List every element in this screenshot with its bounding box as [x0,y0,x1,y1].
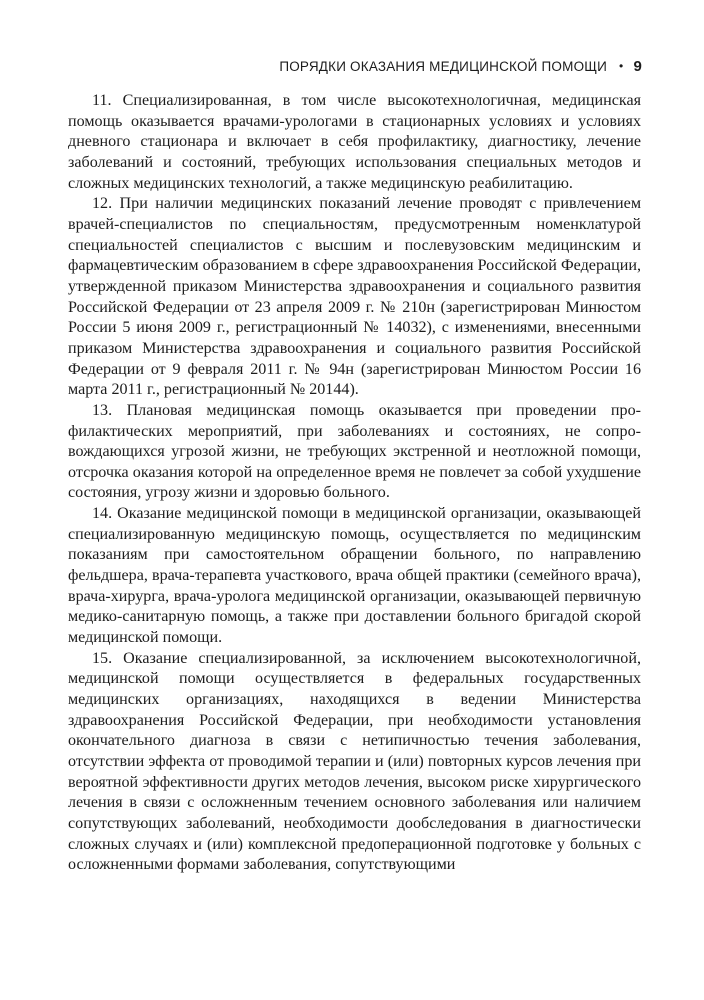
running-title: ПОРЯДКИ ОКАЗАНИЯ МЕДИЦИНСКОЙ ПОМОЩИ [279,59,608,74]
paragraph-13: 13. Плановая медицинская помощь оказывается при проведении профилактических мероприятий, при заболеваниях и состояниях, не сопровождающихся угрозой жизни, не требующих экстренной и неотложной помощи, отсрочка оказания которой на определенное время не повлечет за собой ухудшение состояния, угрозу жизни и здоровью больного. [68,401,641,502]
paragraph-14: 14. Оказание медицинской помощи в медицинской организации, оказывающей специализированную медицинскую помощь, осуществляется по медицинским показаниям при самостоятельном обращении больного, по направлению фельдшера, врача-терапевта участкового, врача общей практики (семейного врача), врача-хирурга, врача-уролога медицинской организации, оказывающей первичную медико-санитарную помощь, а также при доставлении больного бригадой скорой медицинской помощи. [68,505,641,647]
header-separator: • [619,59,624,73]
paragraph-12: 12. При наличии медицинских показаний лечение проводят с привлечением врачей-специалистов по специальностям, предусмотренным номенклатурой специальностей специалистов с высшим и послевузовским медицинским и фармацевтическим образованием в сфере здравоохранения Российской Федерации, утвержденной приказом Министерства здравоохранения и социального развития Российской Федерации от 23 апреля 2009 г. № 210н (зарегистрирован Минюстом России 5 июня 2009 г., регистрационный № 14032), с изменениями, внесенными приказом Министерства здравоохранения и социального развития Российской Федерации от 9 февраля 2011 г. № 94н (зарегистрирован Минюстом России 16 марта 2011 г., регистрационный № 20144). [68,195,641,399]
paragraph-11: 11. Специализированная, в том числе высокотехнологичная, медицинская помощь оказывается врачами-урологами в стационарных условиях и условиях дневного стационара и включает в себя профилактику, диагностику, лечение заболеваний и состояний, требующих использования специальных методов и сложных медицинских технологий, а также медицинскую реабилитацию. [68,92,641,192]
running-header [279,58,642,75]
document-body [68,91,641,876]
paragraph-15: 15. Оказание специализированной, за исключением высокотехнологичной, медицинской помощи осуществляется в федеральных государственных медицинских организациях, находящихся в ведении Министерства здравоохранения Российской Федерации, при необходимости установления окончательного диагноза в связи с нетипичностью течения заболевания, отсутствии эффекта от проводимой терапии и (или) повторных курсов лечения при вероятной эффективности других методов лечения, высоком риске хирургического лечения в связи с осложненным течением основного заболевания или наличием сопутствующих заболеваний, необходимости дообследования в диагностически сложных случаях и (или) комплексной предоперационной подготовке у больных с осложненными формами заболевания, сопутствующими [68,649,641,874]
page-number: 9 [633,58,642,75]
